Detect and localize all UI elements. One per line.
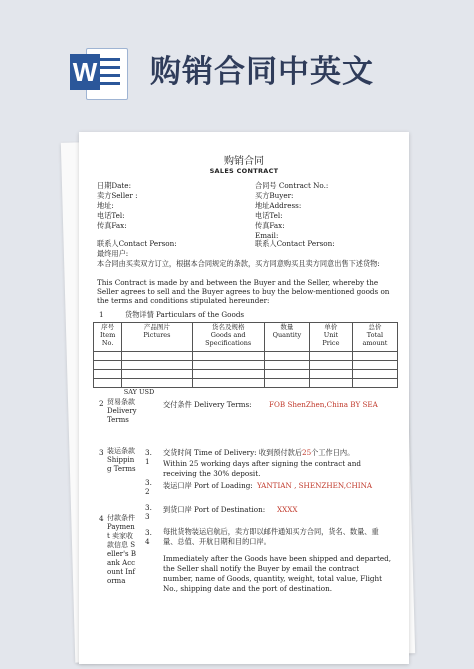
table-row xyxy=(94,379,398,388)
buyer-tel-field: 电话Tel: xyxy=(255,211,283,220)
header-item-no: 序号 Item No. xyxy=(94,323,122,352)
table-header-row xyxy=(94,323,398,352)
seller-fax-field: 传真Fax: xyxy=(97,221,127,230)
shipping-notice-english: Immediately after the Goods have been shipped and departed, xyxy=(163,554,392,563)
banner xyxy=(0,0,474,135)
clause-english-line: Seller agrees to sell and the Buyer agrees to buy the below-mentioned goods on xyxy=(97,287,390,296)
section-1-title: 货物详情 Particulars of the Goods xyxy=(125,310,245,319)
subsection-3-3-number-b: 3 xyxy=(145,512,150,521)
subsection-3-4-number: 3. xyxy=(145,528,152,537)
delivery-terms-text: 交付条件 Delivery Terms: xyxy=(163,400,252,409)
subsection-3-2-number-b: 2 xyxy=(145,487,150,496)
section-2-number: 2 xyxy=(99,399,104,408)
seller-field: 卖方Seller : xyxy=(97,191,138,200)
subsection-3-4-number-b: 4 xyxy=(145,537,150,546)
seller-tel-field: 电话Tel: xyxy=(97,211,125,220)
delivery-time-suffix: 个工作日内。 xyxy=(311,448,355,457)
delivery-terms-value: FOB ShenZhen,China BY SEA xyxy=(269,400,378,409)
delivery-days-value: 25 xyxy=(302,448,312,457)
subsection-3-2-number: 3. xyxy=(145,478,152,487)
port-of-loading-value: YANTIAN , SHENZHEN,CHINA xyxy=(257,481,373,490)
delivery-time-english: Within 25 working days after signing the contract and xyxy=(163,459,361,468)
shipping-notice-chinese: 每批货物装运启航后，卖方即以邮件通知买方合同，货名、数量、重 xyxy=(163,527,379,536)
port-of-destination-value: XXXX xyxy=(277,505,298,514)
seller-contact-field: 联系人Contact Person: xyxy=(97,239,177,248)
section-3-number: 3 xyxy=(99,448,104,457)
buyer-field: 买方Buyer: xyxy=(255,191,294,200)
section-3-label: 装运条款 Shipping Terms xyxy=(107,447,136,473)
goods-table xyxy=(93,322,398,396)
table-row xyxy=(94,370,398,379)
buyer-fax-field: 传真Fax: xyxy=(255,221,285,230)
subsection-3-3-number: 3. xyxy=(145,503,152,512)
header-total-amount: 总价 Total amount xyxy=(352,323,397,352)
delivery-time-english-2: receiving the 30% deposit. xyxy=(163,469,261,478)
delivery-time-text: 交货时间 Time of Delivery: 收到预付款后 xyxy=(163,448,303,457)
delivery-time-line xyxy=(163,448,354,457)
header-unit-price: 单价 Unit Price xyxy=(309,323,352,352)
buyer-address-field: 地址Address: xyxy=(255,201,302,210)
header-goods-specs: 货名及规格 Goods and Specifications xyxy=(192,323,264,352)
clause-chinese: 本合同由买卖双方订立，根据本合同规定的条款，买方同意购买且卖方同意出售下述货物: xyxy=(97,259,380,268)
buyer-email-field: Email: xyxy=(255,231,279,240)
header-quantity: 数量 Quantity xyxy=(264,323,309,352)
subsection-3-1-number-b: 1 xyxy=(145,457,150,466)
shipping-notice-english-3: number, name of Goods, quantity, weight, total value, Flight xyxy=(163,574,382,583)
table-row xyxy=(94,361,398,370)
port-of-loading-text: 装运口岸 Port of Loading: xyxy=(163,481,253,490)
buyer-contact-field: 联系人Contact Person: xyxy=(255,239,335,248)
section-2-label: 贸易条款 Delivery Terms xyxy=(107,398,137,424)
port-of-destination-text: 到货口岸 Port of Destination: xyxy=(163,505,266,514)
word-letter: W xyxy=(70,54,100,90)
contract-subtitle: SALES CONTRACT xyxy=(209,167,279,175)
section-4-label: 付款条件 Payment 卖家收款信息 Seller's Bank Account Informa xyxy=(107,514,136,585)
date-field: 日期Date: xyxy=(97,181,131,190)
clause-english-line: This Contract is made by and between the Buyer and the Seller, whereby the xyxy=(97,278,379,287)
header-pictures: 产品图片 Pictures xyxy=(122,323,192,352)
say-usd-label: SAY USD xyxy=(123,388,155,396)
contract-title: 购销合同 xyxy=(224,156,264,167)
clause-english-line: the terms and conditions stipulated hereunder: xyxy=(97,296,270,305)
seller-address-field: 地址: xyxy=(97,201,114,210)
section-1-number: 1 xyxy=(99,310,104,319)
subsection-3-1-number: 3. xyxy=(145,448,152,457)
table-total-row xyxy=(94,388,398,397)
page-title: 购销合同中英文 xyxy=(150,54,374,90)
table-row xyxy=(94,352,398,361)
shipping-notice-english-4: No., shipping date and the port of destination. xyxy=(163,584,333,593)
section-4-number: 4 xyxy=(99,514,104,523)
contract-page xyxy=(79,132,409,664)
contract-no-field: 合同号 Contract No.: xyxy=(255,181,329,190)
word-document-icon xyxy=(70,44,128,100)
end-user-field: 最终用户: xyxy=(97,249,129,258)
shipping-notice-english-2: the Seller shall notify the Buyer by email the contract xyxy=(163,564,360,573)
shipping-notice-chinese-2: 量、总值、开航日期和目的口岸。 xyxy=(163,537,271,546)
